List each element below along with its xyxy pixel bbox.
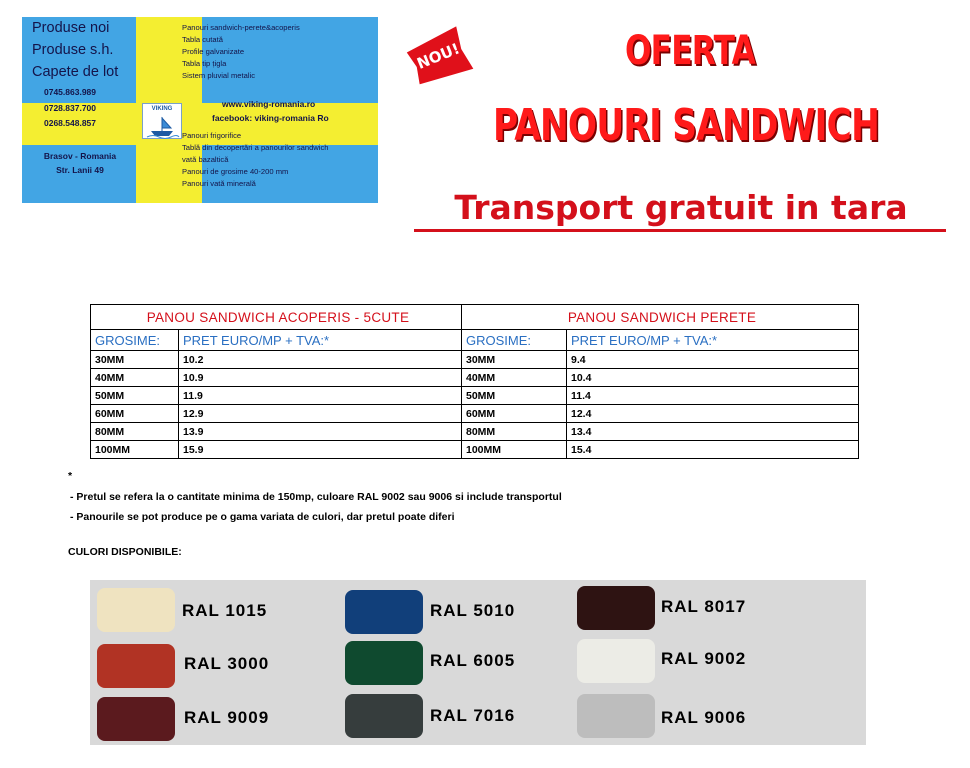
color-label: RAL 7016	[430, 706, 516, 725]
roof-price-cell: 10.9	[179, 369, 462, 387]
swatch-ral-5010	[345, 590, 423, 634]
ship-icon	[143, 113, 181, 139]
offer-title: OFERTA	[624, 28, 756, 74]
table-row	[91, 369, 859, 387]
new-badge	[400, 20, 478, 95]
wall-thickness-cell: 40MM	[462, 369, 567, 387]
swatch-ral-9002	[577, 639, 655, 683]
banner-product-item: Panouri vată minerală	[182, 179, 256, 188]
table-header-row	[91, 330, 859, 351]
footnote-asterisk: *	[68, 470, 73, 482]
banner-phone-2: 0728.837.700	[44, 103, 96, 113]
viking-logo	[142, 103, 182, 139]
banner-address-city: Brasov - Romania	[43, 151, 117, 161]
column-header-thickness: GROSIME:	[91, 330, 179, 351]
column-header-price: PRET EURO/MP + TVA:*	[179, 330, 462, 351]
swatch-ral-7016	[345, 694, 423, 738]
wall-thickness-cell: 80MM	[462, 423, 567, 441]
roof-panel-title: PANOU SANDWICH ACOPERIS - 5CUTE	[91, 305, 462, 330]
wall-price-cell: 13.4	[567, 423, 859, 441]
color-palette	[90, 580, 866, 745]
wall-price-cell: 9.4	[567, 351, 859, 369]
new-badge-label: NOU!	[414, 39, 463, 73]
banner-product-item: Sistem pluvial metalic	[182, 71, 256, 80]
roof-price-cell: 13.9	[179, 423, 462, 441]
wall-thickness-cell: 60MM	[462, 405, 567, 423]
swatch-ral-6005	[345, 641, 423, 685]
company-banner	[22, 17, 378, 203]
column-header-thickness: GROSIME:	[462, 330, 567, 351]
table-row	[91, 441, 859, 459]
swatch-ral-9009	[97, 697, 175, 741]
roof-price-cell: 12.9	[179, 405, 462, 423]
wall-thickness-cell: 30MM	[462, 351, 567, 369]
wall-thickness-cell: 50MM	[462, 387, 567, 405]
wall-price-cell: 10.4	[567, 369, 859, 387]
available-colors-heading: CULORI DISPONIBILE:	[68, 546, 182, 558]
banner-product-item: Panouri frigorifice	[182, 131, 242, 140]
column-header-price: PRET EURO/MP + TVA:*	[567, 330, 859, 351]
roof-price-cell: 10.2	[179, 351, 462, 369]
banner-product-item: vată bazaltică	[182, 155, 229, 164]
banner-new-products: Produse noi	[32, 20, 110, 36]
banner-product-item: Tabla cutată	[182, 35, 223, 44]
roof-thickness-cell: 30MM	[91, 351, 179, 369]
roof-thickness-cell: 100MM	[91, 441, 179, 459]
wall-price-cell: 15.4	[567, 441, 859, 459]
table-row	[91, 351, 859, 369]
banner-phone-3: 0268.548.857	[44, 118, 96, 128]
table-row	[91, 387, 859, 405]
footnote-minimum-quantity: - Pretul se refera la o cantitate minima de 150mp, culoare RAL 9002 sau 9006 si include transportul	[70, 491, 562, 503]
banner-phone-1: 0745.863.989	[44, 87, 96, 97]
color-label: RAL 3000	[184, 654, 270, 673]
table-row	[91, 423, 859, 441]
banner-product-item: Tablă din decopertări a panourilor sandwich	[182, 143, 329, 152]
roof-thickness-cell: 60MM	[91, 405, 179, 423]
footnote-color-price: - Panourile se pot produce pe o gama variata de culori, dar pretul poate diferi	[70, 511, 455, 523]
roof-price-cell: 11.9	[179, 387, 462, 405]
color-label: RAL 8017	[661, 597, 747, 616]
product-title: PANOURI SANDWICH	[492, 100, 880, 151]
banner-used-products: Produse s.h.	[32, 42, 114, 58]
subtitle-underline	[414, 229, 946, 232]
banner-product-item: Panouri sandwich-perete&acoperis	[182, 23, 300, 32]
swatch-ral-3000	[97, 644, 175, 688]
banner-product-item: Panouri de grosime 40-200 mm	[182, 167, 289, 176]
banner-product-item: Tabla tip țigla	[182, 59, 227, 68]
wall-panel-title: PANOU SANDWICH PERETE	[462, 305, 859, 330]
color-label: RAL 5010	[430, 601, 516, 620]
viking-logo-text: VIKING	[151, 106, 173, 112]
color-label: RAL 9006	[661, 708, 747, 727]
wall-price-cell: 11.4	[567, 387, 859, 405]
color-label: RAL 1015	[182, 601, 268, 620]
banner-end-of-lot: Capete de lot	[32, 64, 119, 80]
roof-thickness-cell: 50MM	[91, 387, 179, 405]
roof-price-cell: 15.9	[179, 441, 462, 459]
price-table	[90, 304, 859, 459]
swatch-ral-1015	[97, 588, 175, 632]
roof-thickness-cell: 80MM	[91, 423, 179, 441]
swatch-ral-9006	[577, 694, 655, 738]
banner-facebook: facebook: viking-romania Ro	[212, 113, 329, 123]
color-label: RAL 6005	[430, 651, 516, 670]
table-row	[91, 405, 859, 423]
banner-website: www.viking-romania.ro	[222, 99, 316, 109]
color-label: RAL 9002	[661, 649, 747, 668]
free-transport-subtitle: Transport gratuit in tara	[454, 188, 908, 227]
table-title-row	[91, 305, 859, 330]
banner-product-item: Profile galvanizate	[182, 47, 245, 56]
color-label: RAL 9009	[184, 708, 270, 727]
roof-thickness-cell: 40MM	[91, 369, 179, 387]
wall-price-cell: 12.4	[567, 405, 859, 423]
wall-thickness-cell: 100MM	[462, 441, 567, 459]
banner-address-street: Str. Lanii 49	[56, 165, 104, 175]
swatch-ral-8017	[577, 586, 655, 630]
